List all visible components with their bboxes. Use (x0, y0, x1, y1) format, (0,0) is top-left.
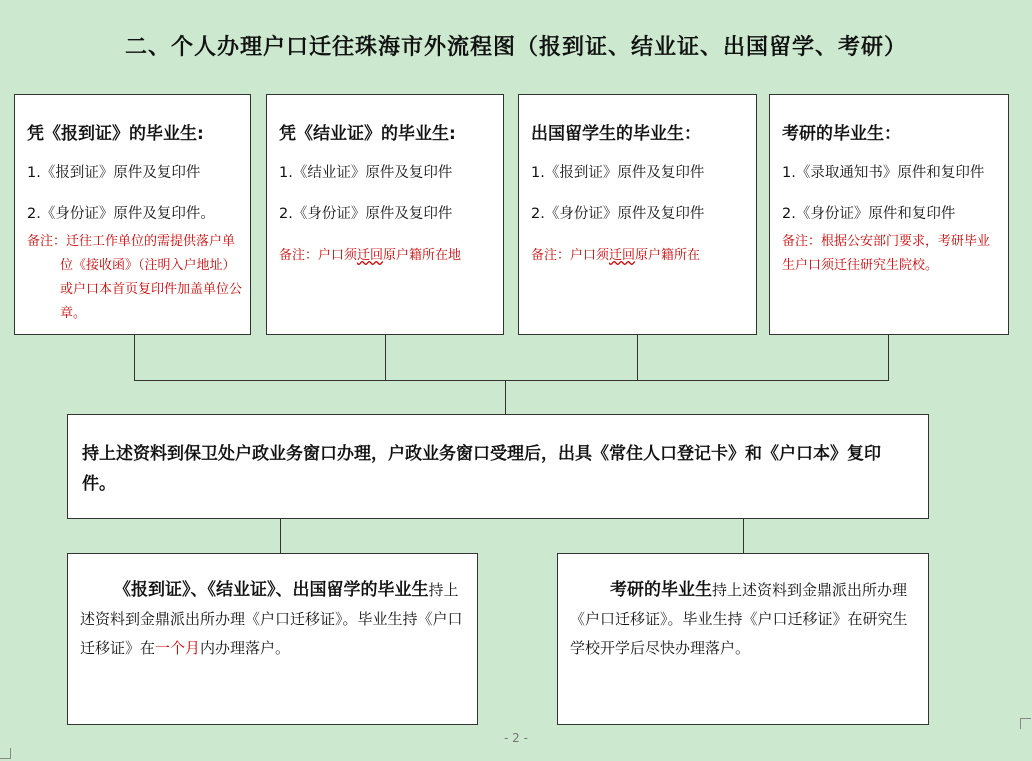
requirement-item: 2.《身份证》原件及复印件 (531, 206, 705, 222)
connector-line (280, 519, 281, 553)
connector-line (134, 335, 135, 381)
note-text: 备注：户口须 (279, 248, 358, 263)
connector-line (637, 335, 638, 381)
box-lead: 《报到证》、《结业证》、出国留学的毕业生 (114, 580, 429, 600)
page-corner-mark (0, 748, 11, 759)
requirement-item: 1.《录取通知书》原件和复印件 (782, 165, 985, 181)
box-note (279, 244, 495, 268)
requirement-item: 1.《报到证》原件及复印件 (27, 165, 201, 181)
note-emphasis: 迁回 (357, 248, 384, 263)
page-number: - 2 - (504, 731, 528, 745)
note-text: 原户籍所在地 (383, 248, 462, 263)
connector-line (743, 519, 744, 553)
note-text: 原户籍所在 (635, 248, 701, 263)
connector-line (505, 380, 506, 414)
process-box-postgraduate-settlement (557, 553, 929, 725)
box-heading: 凭《报到证》的毕业生: (27, 124, 204, 144)
connector-line (888, 335, 889, 381)
page-corner-mark (1020, 718, 1031, 729)
box-lead: 考研的毕业生 (610, 580, 712, 600)
box-text: 持上述资料到金鼎派出所办理《户口迁移证》。毕业生持《户口迁移证》在 (80, 581, 463, 657)
box-text: 持上述资料到金鼎派出所办理《户口迁移证》。毕业生持《户口迁移证》在研究生学校开学后尽快办理落户。 (570, 581, 908, 657)
time-limit-highlight: 一个月 (155, 639, 201, 657)
note-emphasis: 迁回 (609, 248, 636, 263)
requirement-item: 1.《报到证》原件及复印件 (531, 165, 705, 181)
box-heading: 出国留学生的毕业生： (531, 124, 701, 144)
box-note: 备注：迁往工作单位的需提供落户单位《接收函》（注明入户地址）或户口本首页复印件加盖单位公章。 (27, 234, 243, 321)
box-report-certificate (14, 94, 251, 335)
box-study-abroad (518, 94, 757, 335)
process-box-registration-office: 持上述资料到保卫处户政业务窗口办理，户政业务窗口受理后，出具《常住人口登记卡》和《户口本》复印件。 (67, 414, 929, 519)
requirement-item: 2.《身份证》原件及复印件 (279, 206, 453, 222)
box-completion-certificate (266, 94, 504, 335)
page-title: 二、个人办理户口迁往珠海市外流程图（报到证、结业证、出国留学、考研） (124, 35, 907, 60)
box-note: 备注：根据公安部门要求，考研毕业生户口须迁往研究生院校。 (782, 234, 991, 273)
box-heading: 凭《结业证》的毕业生: (279, 124, 456, 144)
process-box-police-station (67, 553, 478, 725)
requirement-item: 2.《身份证》原件和复印件 (782, 206, 956, 222)
connector-line (385, 335, 386, 381)
box-postgraduate (769, 94, 1009, 335)
requirement-item: 1.《结业证》原件及复印件 (279, 165, 453, 181)
note-text: 备注：户口须 (531, 248, 610, 263)
requirement-item: 2.《身份证》原件及复印件。 (27, 206, 215, 222)
box-heading: 考研的毕业生： (782, 124, 901, 144)
connector-line (134, 380, 889, 381)
box-note (531, 244, 748, 268)
box-text: 内办理落户。 (200, 639, 291, 657)
